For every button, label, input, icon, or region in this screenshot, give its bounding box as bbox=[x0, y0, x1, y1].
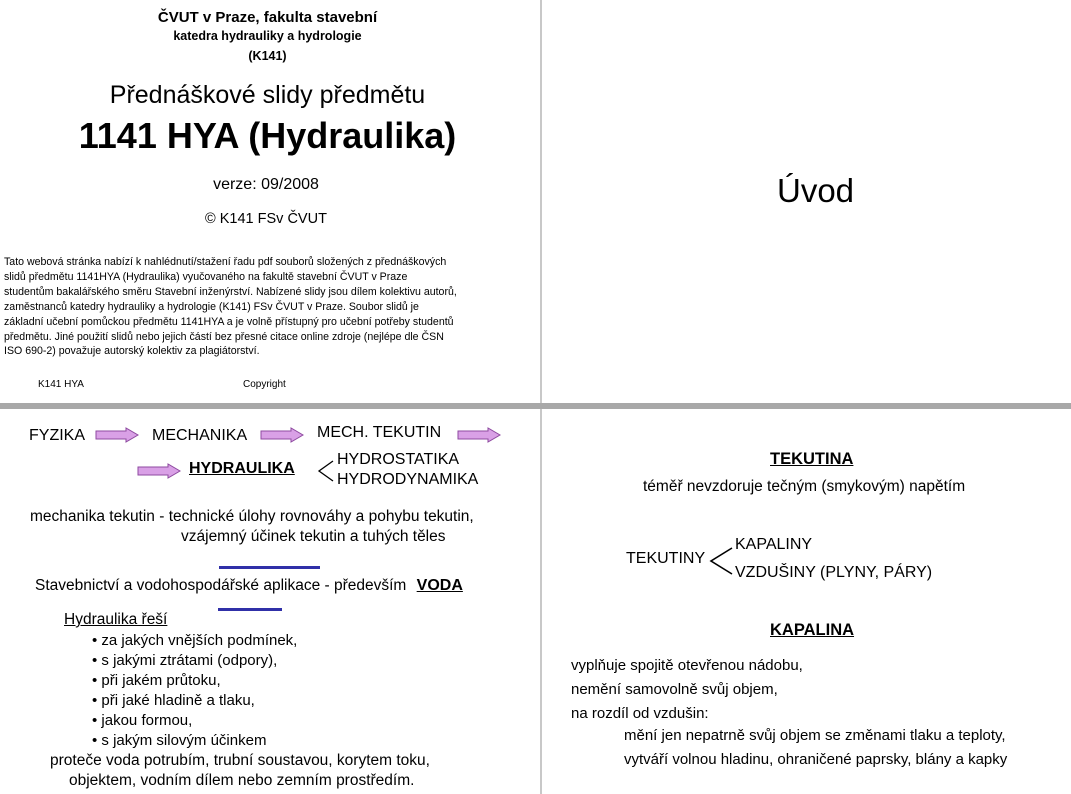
arrow-right-icon bbox=[260, 427, 304, 443]
description-paragraph bbox=[4, 255, 457, 359]
course-title: 1141 HYA (Hydraulika) bbox=[78, 115, 457, 156]
list-item: • s jakými ztrátami (odpory), bbox=[92, 652, 278, 669]
tekutina-heading: TEKUTINA bbox=[770, 450, 854, 468]
list-item: • při jaké hladině a tlaku, bbox=[92, 692, 255, 709]
slides-subtitle: Přednáškové slidy předmětu bbox=[109, 81, 426, 109]
list-item: mění jen nepatrně svůj objem se změnami tlaku a teploty, bbox=[624, 727, 1006, 744]
list-item: vyplňuje spojitě otevřenou nádobu, bbox=[571, 657, 803, 674]
list-item: • za jakých vnějších podmínek, bbox=[92, 632, 298, 649]
arrow-right-icon bbox=[95, 427, 139, 443]
branch-hydrodynamika: HYDRODYNAMIKA bbox=[337, 471, 479, 488]
hydraulika-label: HYDRAULIKA bbox=[189, 460, 295, 477]
kapalina-differences bbox=[624, 724, 1007, 772]
branch-hydrostatika: HYDROSTATIKA bbox=[337, 451, 460, 468]
tekutiny-label: TEKUTINY bbox=[626, 550, 706, 567]
branch-kapaliny: KAPALINY bbox=[735, 536, 813, 553]
arrow-right-icon bbox=[137, 463, 181, 479]
slide-title-page bbox=[0, 0, 540, 403]
voda-emphasis: VODA bbox=[416, 577, 463, 594]
slide-fluids bbox=[542, 409, 1071, 794]
institution-name: ČVUT v Praze, fakulta stavební bbox=[157, 9, 378, 26]
paragraph-line: studentům bakalářského směru Stavební inženýrství. Nabízené slidy jsou dílem kolektivu autorů, bbox=[4, 285, 457, 298]
list-item: • s jakým silovým účinkem bbox=[92, 732, 267, 749]
branch-vzdusiny: VZDUŠINY (PLYNY, PÁRY) bbox=[735, 564, 933, 581]
department-name: katedra hydrauliky a hydrologie bbox=[173, 29, 362, 43]
definition-line-1: mechanika tekutin - technické úlohy rovnováhy a pohybu tekutin, bbox=[30, 508, 474, 525]
branch-bracket-icon bbox=[708, 545, 734, 577]
list-item: vytváří volnou hladinu, ohraničené paprsky, blány a kapky bbox=[624, 751, 1008, 768]
closing-line-2: objektem, vodním dílem nebo zemním prostředím. bbox=[69, 772, 415, 789]
kapalina-properties bbox=[571, 654, 803, 726]
chain-mech-tekutin: MECH. TEKUTIN bbox=[317, 424, 442, 441]
copyright-line: © K141 FSv ČVUT bbox=[205, 211, 327, 227]
slide-introduction bbox=[542, 0, 1071, 403]
list-item: nemění samovolně svůj objem, bbox=[571, 681, 778, 698]
applications-text: Stavebnictví a vodohospodářské aplikace - především bbox=[35, 577, 407, 594]
solves-heading: Hydraulika řeší bbox=[64, 611, 168, 628]
footer-course-code: K141 HYA bbox=[38, 379, 84, 390]
paragraph-line: Tato webová stránka nabízí k nahlédnutí/stažení řadu pdf souborů složených z přednáškových bbox=[4, 256, 447, 268]
tekutina-definition: téměř nevzdoruje tečným (smykovým) napětím bbox=[643, 478, 966, 495]
closing-line-1: proteče voda potrubím, trubní soustavou, korytem toku, bbox=[50, 752, 430, 769]
chain-mechanika: MECHANIKA bbox=[152, 427, 248, 444]
list-item: • jakou formou, bbox=[92, 712, 193, 729]
blue-divider bbox=[219, 566, 320, 569]
introduction-title: Úvod bbox=[777, 172, 855, 209]
paragraph-line: ISO 690-2) považuje autorský kolektiv za plagiátorství. bbox=[4, 345, 260, 358]
department-code: (K141) bbox=[248, 49, 287, 63]
definition-line-2: vzájemný účinek tekutin a tuhých těles bbox=[181, 528, 446, 545]
paragraph-line: slidů předmětu 1141HYA (Hydraulika) vyučovaného na fakultě stavební ČVUT v Praze bbox=[4, 270, 408, 283]
slide-hydraulics bbox=[0, 409, 540, 794]
kapalina-heading: KAPALINA bbox=[770, 621, 855, 639]
branch-bracket-icon bbox=[316, 459, 336, 483]
footer-copyright: Copyright bbox=[243, 379, 286, 390]
version-text: verze: 09/2008 bbox=[213, 176, 319, 193]
paragraph-line: základní učební pomůckou předmětu 1141HYA a je volně přístupný pro učební potřeby studentů bbox=[4, 315, 454, 328]
list-item: • při jakém průtoku, bbox=[92, 672, 221, 689]
solves-bullet-list bbox=[92, 631, 297, 751]
paragraph-line: předmětu. Jiné použití slidů nebo jejich částí bez přesné citace online zdroje (nejlépe dle ČSN bbox=[4, 330, 444, 343]
arrow-right-icon bbox=[457, 427, 501, 443]
paragraph-line: zaměstnanců katedry hydrauliky a hydrologie (K141) FSv ČVUT v Praze. Soubor slidů je bbox=[4, 300, 419, 313]
chain-fyzika: FYZIKA bbox=[29, 427, 86, 444]
applications-line bbox=[35, 577, 463, 595]
list-item: na rozdíl od vzdušin: bbox=[571, 705, 709, 722]
blue-divider bbox=[218, 608, 282, 611]
